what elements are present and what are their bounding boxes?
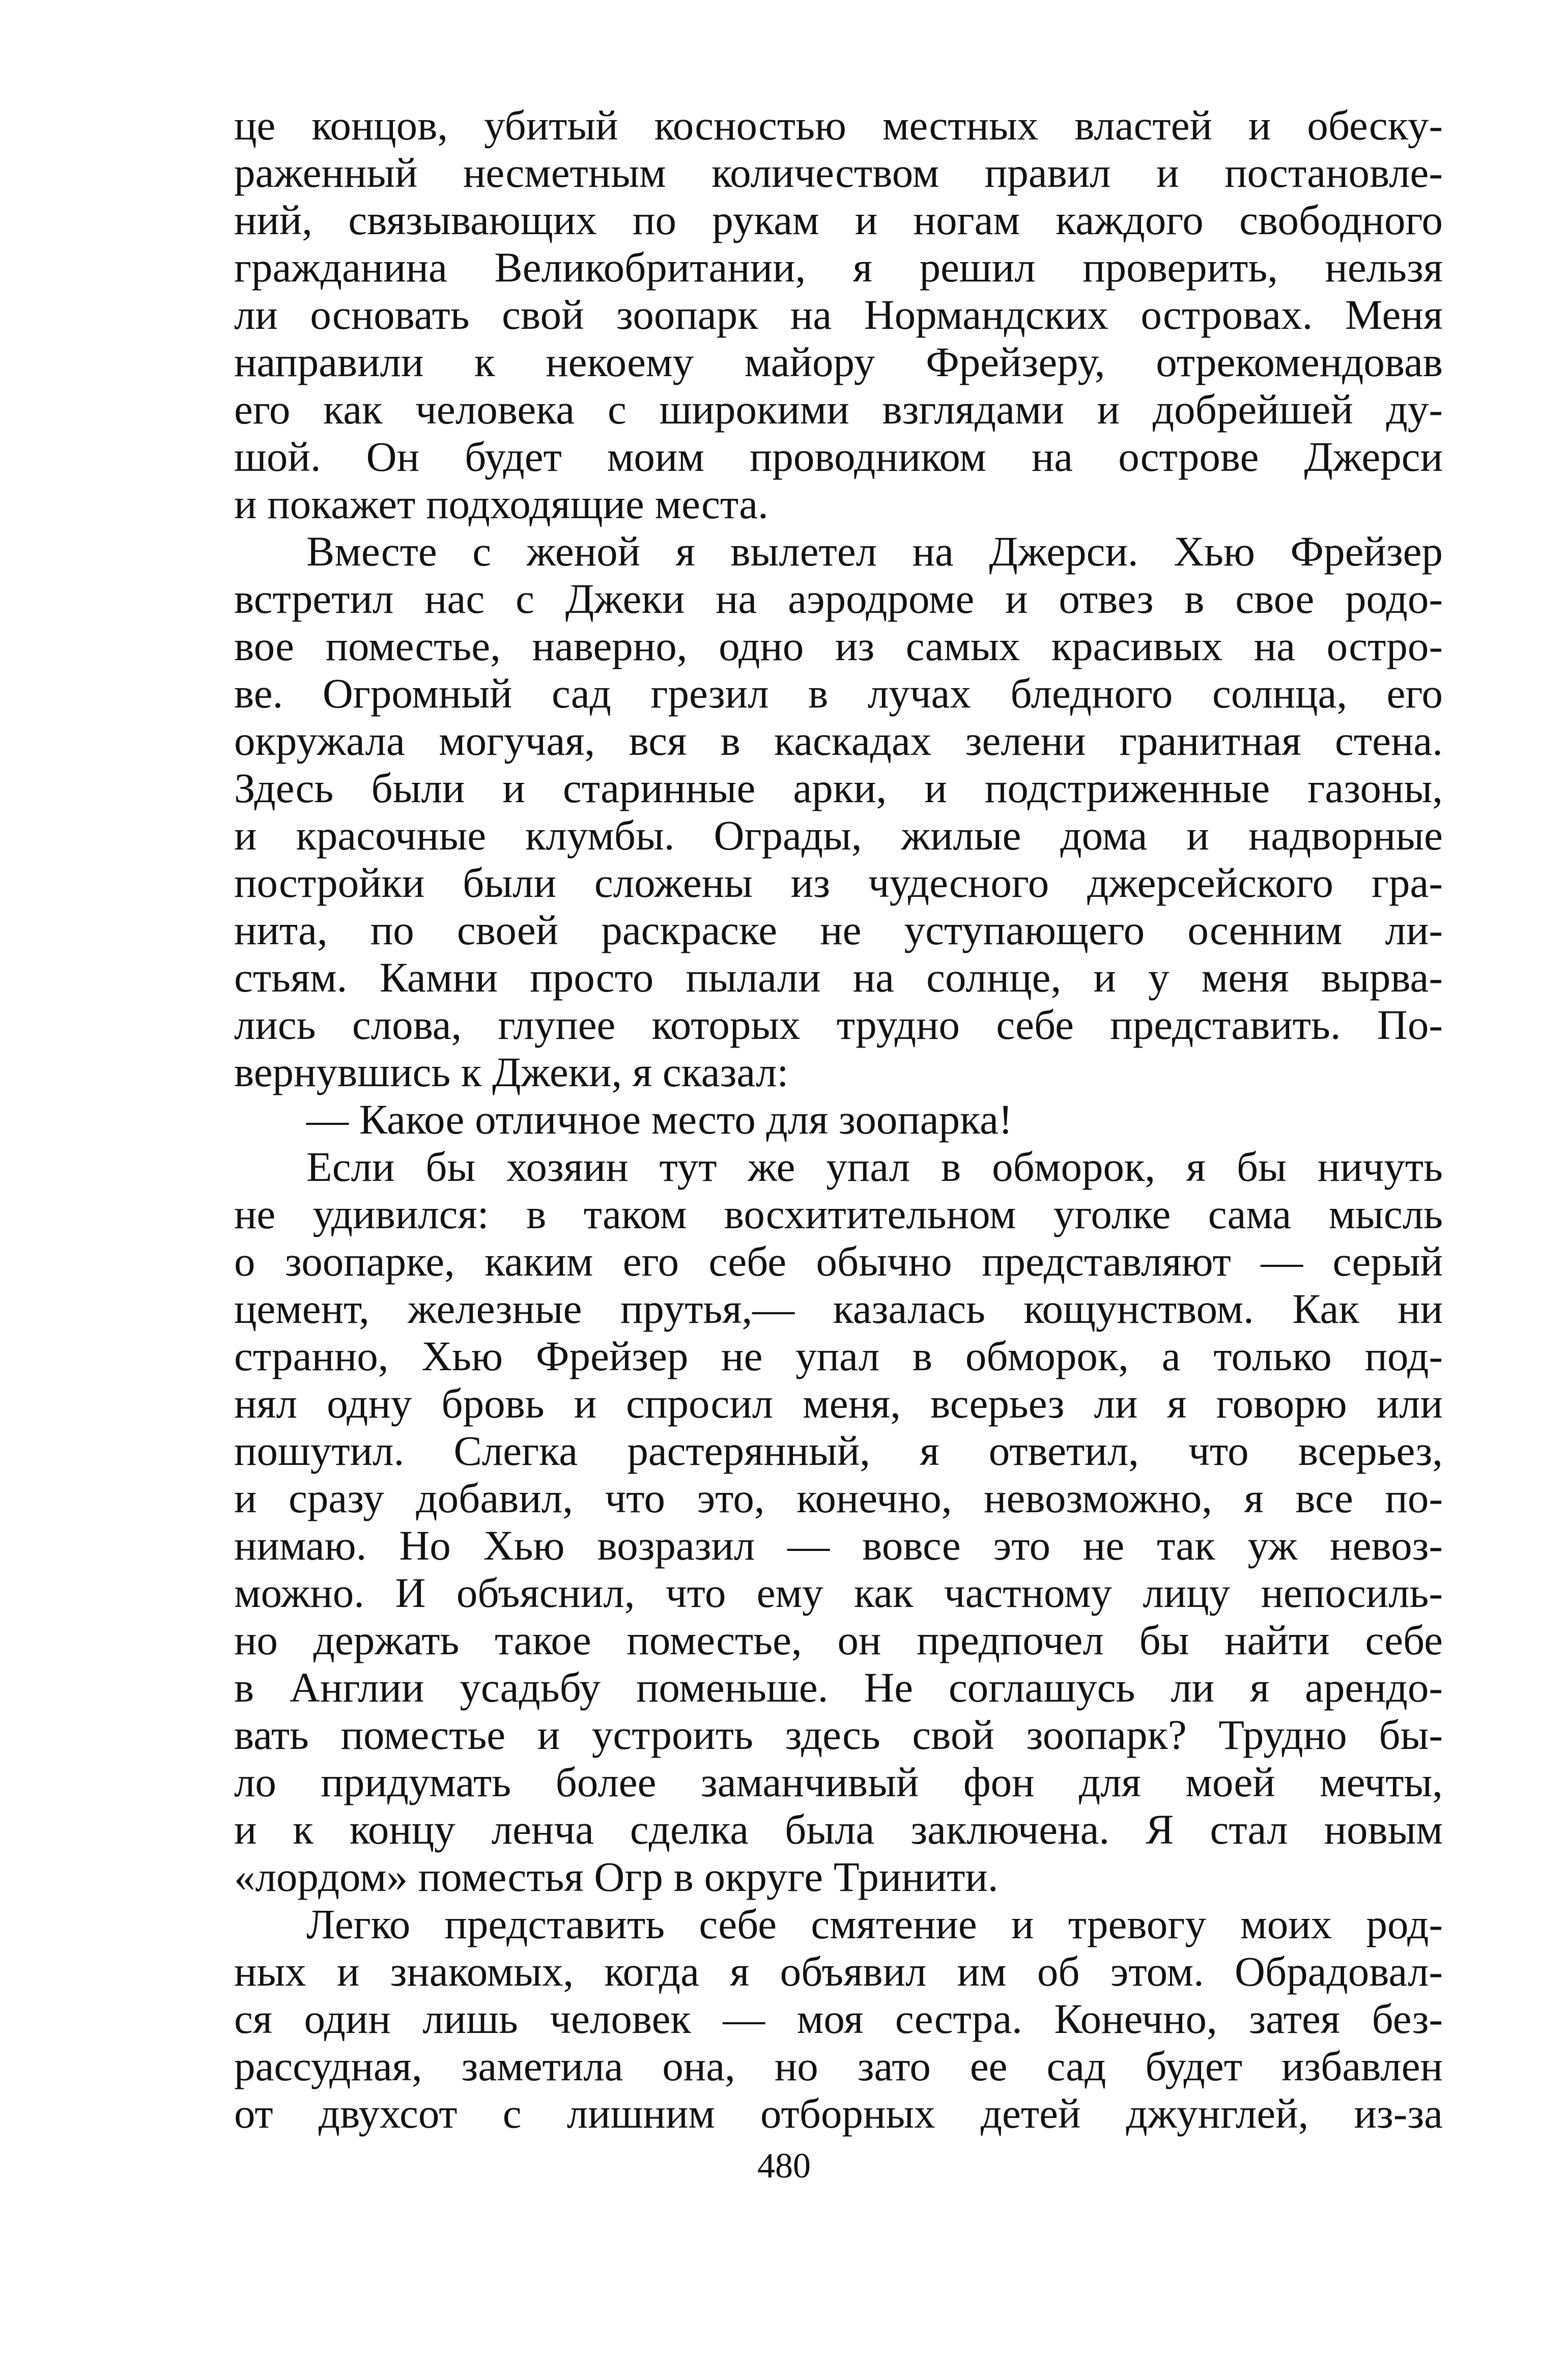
text-line: вернувшись к Джеки, я сказал: bbox=[234, 1049, 789, 1095]
text-line: «лордом» поместья Огр в округе Тринити. bbox=[234, 1853, 999, 1900]
paragraph-1 bbox=[234, 102, 1443, 528]
text-line: постройки были сложены из чудесного джерсейского гра- bbox=[234, 859, 1443, 906]
text-line: раженный несметным количеством правил и постановле- bbox=[234, 149, 1443, 196]
text-line: его как человека с широкими взглядами и добрейшей ду- bbox=[234, 386, 1443, 433]
text-line: гражданина Великобритании, я решил проверить, нельзя bbox=[234, 244, 1443, 291]
text-line: — Какое отличное место для зоопарка! bbox=[306, 1096, 1013, 1143]
paragraph-4 bbox=[234, 1143, 1443, 1901]
paragraph-3-dialogue bbox=[234, 1096, 1443, 1143]
text-line: нимаю. Но Хью возразил — вовсе это не так уж невоз- bbox=[234, 1522, 1443, 1569]
text-line: не удивился: в таком восхитительном уголке сама мысль bbox=[234, 1191, 1443, 1237]
page-number: 480 bbox=[757, 2146, 811, 2186]
text-line: стьям. Камни просто пылали на солнце, и у меня вырва- bbox=[234, 954, 1443, 1001]
text-line: но держать такое поместье, он предпочел бы найти себе bbox=[234, 1617, 1443, 1663]
text-line: можно. И объяснил, что ему как частному лицу непосиль- bbox=[234, 1569, 1443, 1616]
text-line: и сразу добавил, что это, конечно, невозможно, я все по- bbox=[234, 1475, 1443, 1521]
text-line: ных и знакомых, когда я объявил им об этом. Обрадовал- bbox=[234, 1948, 1443, 1995]
text-line: и к концу ленча сделка была заключена. Я стал новым bbox=[234, 1806, 1443, 1853]
text-line: нял одну бровь и спросил меня, всерьез ли я говорю или bbox=[234, 1380, 1443, 1427]
text-line: окружала могучая, вся в каскадах зелени гранитная стена. bbox=[234, 717, 1443, 764]
text-line: це концов, убитый косностью местных властей и обеску- bbox=[234, 102, 1443, 149]
body-text bbox=[234, 102, 1443, 2137]
text-line: Вместе с женой я вылетел на Джерси. Хью Фрейзер bbox=[306, 528, 1443, 575]
text-line: и покажет подходящие места. bbox=[234, 480, 768, 527]
text-line: вать поместье и устроить здесь свой зоопарк? Трудно бы- bbox=[234, 1711, 1443, 1758]
text-line: в Англии усадьбу поменьше. Не соглашусь ли я арендо- bbox=[234, 1664, 1443, 1711]
text-line: о зоопарке, каким его себе обычно представляют — серый bbox=[234, 1238, 1443, 1285]
text-line: и красочные клумбы. Ограды, жилые дома и надворные bbox=[234, 812, 1443, 859]
text-line: шой. Он будет моим проводником на острове Джерси bbox=[234, 433, 1443, 480]
text-line: встретил нас с Джеки на аэродроме и отвез в свое родо- bbox=[234, 575, 1443, 622]
text-line: ний, связывающих по рукам и ногам каждого свободного bbox=[234, 196, 1443, 243]
paragraph-2 bbox=[234, 528, 1443, 1096]
text-line: ве. Огромный сад грезил в лучах бледного солнца, его bbox=[234, 670, 1443, 717]
text-line: странно, Хью Фрейзер не упал в обморок, а только под- bbox=[234, 1333, 1443, 1379]
text-line: лись слова, глупее которых трудно себе представить. По- bbox=[234, 1001, 1443, 1048]
text-line: Здесь были и старинные арки, и подстриженные газоны, bbox=[234, 765, 1443, 811]
text-line: ло придумать более заманчивый фон для моей мечты, bbox=[234, 1759, 1443, 1805]
text-line: нита, по своей раскраске не уступающего осенним ли- bbox=[234, 907, 1443, 953]
text-line: пошутил. Слегка растерянный, я ответил, что всерьез, bbox=[234, 1427, 1443, 1474]
text-line: ся один лишь человек — моя сестра. Конечно, затея без- bbox=[234, 1995, 1443, 2042]
text-line: Легко представить себе смятение и тревогу моих род- bbox=[306, 1901, 1443, 1947]
text-line: от двухсот с лишним отборных детей джунглей, из-за bbox=[234, 2090, 1443, 2137]
text-line: направили к некоему майору Фрейзеру, отрекомендовав bbox=[234, 338, 1443, 385]
paragraph-5 bbox=[234, 1901, 1443, 2137]
text-line: Если бы хозяин тут же упал в обморок, я бы ничуть bbox=[306, 1143, 1443, 1190]
text-line: ли основать свой зоопарк на Нормандских островах. Меня bbox=[234, 291, 1443, 338]
text-line: вое поместье, наверно, одно из самых красивых на остро- bbox=[234, 623, 1443, 669]
text-line: цемент, железные прутья,— казалась кощунством. Как ни bbox=[234, 1285, 1443, 1332]
text-line: рассудная, заметила она, но зато ее сад будет избавлен bbox=[234, 2043, 1443, 2089]
